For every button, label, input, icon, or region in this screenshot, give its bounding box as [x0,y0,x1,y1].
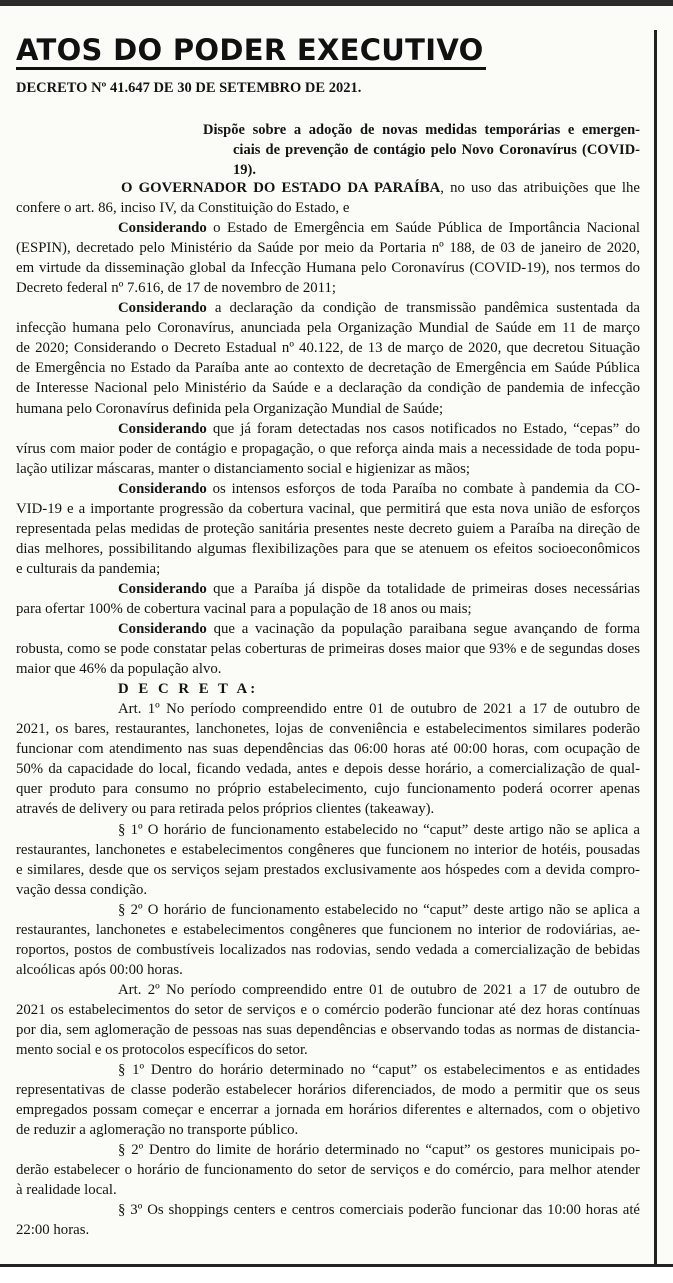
body-line-bold: Considerando [118,420,207,437]
body-line [16,719,640,739]
body-line-bold: Considerando [118,300,207,317]
body-line-text: Art. 2º No período compreendido entre 01 de outubro de 2021 a 17 de outubro de [118,981,640,998]
body-line-text: em virtude da disseminação global da Infecção Humana pelo Coronavírus (COVID-19), nos termos do [16,260,640,277]
body-line-text: infecção humana pelo Coronavírus, anunciada pela Organização Mundial de Saúde em 11 de março [16,320,640,337]
body-line [16,579,640,599]
heading-underline [16,67,486,70]
body-line-text: restaurantes, lanchonetes e estabelecimentos congêneres que funcionem no interior de rodoviárias, ae- [16,921,640,938]
body-line-text: 22:00 horas. [16,1222,90,1239]
body-line [16,799,640,819]
body-line [16,820,640,840]
body-line-text: derão estabelecer o horário de funcionamento do setor de serviços e do comércio, para melhor atender [16,1162,640,1179]
body-line-text: alcoólicas após 00:00 horas. [16,961,183,978]
body-line-bold: D E C R E T A: [118,681,259,698]
body-line-text: 50% da capacidade do local, ficando vedada, antes e depois desse horário, a comercialização de qual- [16,761,640,778]
body-line-text: de Interesse Nacional pelo Ministério da Saúde e a declaração da condição de pandemia de infecção [16,380,640,397]
page-bottom-edge [0,1264,673,1283]
body-line [16,840,640,860]
body-line-text: o Estado de Emergência em Saúde Pública de Importância Nacional [206,220,640,237]
body-line [16,178,640,198]
body-line [16,399,640,419]
body-line-text: que a vacinação da população paraibana segue avançando de forma [206,621,640,638]
body-line [16,1040,640,1060]
body-line [16,378,640,398]
body-line-text: VID-19 e a importante progressão da cobertura vacinal, que permitirá que esta nova união de esforços [16,500,640,517]
body-line-text: § 2º O horário de funcionamento estabelecido no “caput” deste artigo não se aplica a [118,901,640,918]
body-line [16,1080,640,1100]
body-line-text: robusta, como se pode constatar pelas coberturas de primeiras doses maior que 93% e de segundas doses [16,641,640,658]
body-line [16,1140,640,1160]
body-line [16,860,640,880]
body-line-text: de Emergência no Estado da Paraíba ante ao contexto de decretação de Emergência em Saúde Pública [16,360,640,377]
body-line-text: § 2º Dentro do limite de horário determinado no “caput” os gestores municipais po- [118,1142,640,1159]
body-line [16,499,640,519]
body-line [16,1100,640,1120]
body-line [16,559,640,579]
body-line [16,318,640,338]
body-line [16,539,640,559]
body-line [16,880,640,900]
body-line [16,739,640,759]
body-line-text: § 1º Dentro do horário determinado no “caput” os estabelecimentos e as entidades [118,1062,640,1079]
page-top-edge [0,0,673,6]
decree-number: DECRETO Nº 41.647 DE 30 DE SETEMBRO DE 2021. [16,80,362,96]
body-line-text: § 1º O horário de funcionamento estabelecido no “caput” deste artigo não se aplica a [118,821,640,838]
body-line-bold: Considerando [118,621,207,638]
body-line [16,659,640,679]
body-line-text: funcionar com atendimento nas suas dependências das 06:00 horas até 00:00 horas, com ocupação de [16,741,640,758]
body-line [16,920,640,940]
body-line [16,1220,640,1240]
body-line [16,1160,640,1180]
body-line-text: (ESPIN), decretado pelo Ministério da Saúde por meio da Portaria nº 188, de 03 de janeiro de 2020, [16,240,640,257]
body-line-text: de 2020; Considerando o Decreto Estadual nº 40.122, de 13 de março de 2020, que decretou Situação [16,340,640,357]
body-line [16,699,640,719]
body-line-text: e culturais da pandemia; [16,560,161,577]
decree-summary [203,120,640,180]
decree-body [16,178,640,1240]
body-line-text: à realidade local. [16,1182,117,1199]
body-line-text: Decreto federal nº 7.616, de 17 de novembro de 2011; [16,280,337,297]
body-line-bold: O GOVERNADOR DO ESTADO DA PARAÍBA [121,180,441,196]
body-line-text: roportos, postos de combustíveis localizados nas rodovias, sendo vedada a comercialização de bebidas [16,941,640,958]
body-line [16,358,640,378]
body-line [16,439,640,459]
body-line-text: Art. 1º No período compreendido entre 01 de outubro de 2021 a 17 de outubro de [118,701,640,718]
body-line [16,759,640,779]
body-line [16,198,640,218]
body-line [16,298,640,318]
body-line-text: quer produto para consumo no próprio estabelecimento, cujo funcionamento poderá ocorrer apenas [16,781,640,798]
body-line-text: 2021, os bares, restaurantes, lanchonetes, lojas de conveniência e estabelecimentos similares poderão [16,721,640,738]
body-line-text: os intensos esforços de toda Paraíba no combate à pandemia da CO- [206,480,640,497]
body-line-text: através de delivery ou para retirada pelos próprios clientes (takeaway). [16,801,435,818]
body-line [16,419,640,439]
body-line-text: humana pelo Coronavírus definida pela Organização Mundial de Saúde; [16,400,444,417]
body-line-text: mento social e os protocolos específicos do setor. [16,1042,308,1059]
body-line [16,519,640,539]
summary-line-1: Dispõe sobre a adoção de novas medidas temporárias e emergen- [203,122,640,138]
body-line-text: representativas de classe poderão estabelecer horários diferenciados, de modo a permitir que os seus [16,1082,640,1099]
body-line [16,1000,640,1020]
body-line-bold: Considerando [118,580,207,597]
body-line [16,338,640,358]
body-line-text: que já foram detectadas nos casos notificados no Estado, “cepas” do [206,420,640,437]
body-line-text: maior que 46% da população alvo. [16,661,222,678]
body-line [16,960,640,980]
body-line [16,599,640,619]
body-line-text: vírus com maior poder de contágio e propagação, o que reforça ainda mais a necessidade de toda popu- [16,440,640,457]
body-line-text: de reduzir a aglomeração no transporte público. [16,1122,299,1139]
body-line [16,1020,640,1040]
body-line-text: confere o art. 86, inciso IV, da Constituição do Estado, e [16,200,350,217]
body-line [16,459,640,479]
section-heading: ATOS DO PODER EXECUTIVO [16,33,484,67]
body-line [16,900,640,920]
body-line-text: que a Paraíba já dispõe da totalidade de primeiras doses necessárias [206,580,640,597]
body-line-text: a declaração da condição de transmissão pandêmica sustentada da [206,300,640,317]
body-line-text: por dia, sem aglomeração de pessoas nas suas dependências e observando todas as normas de distancia- [16,1021,640,1038]
body-line-text: § 3º Os shoppings centers e centros comerciais poderão funcionar das 10:00 horas até [118,1202,640,1219]
body-line [16,980,640,1000]
column-rule [654,30,657,1264]
body-line [16,238,640,258]
summary-line-2: ciais de prevenção de contágio pelo Novo Coronavírus (COVID-19). [233,142,640,178]
body-line [16,940,640,960]
body-line [16,1200,640,1220]
body-line-text: 2021 os estabelecimentos do setor de serviços e o comércio poderão funcionar até dez horas contínuas [16,1001,640,1018]
body-line-text: lação utilizar máscaras, manter o distanciamento social e higienizar as mãos; [16,460,470,477]
body-line-bold: Considerando [118,220,207,237]
body-line [16,619,640,639]
body-line-text: dias melhores, possibilitando algumas flexibilizações para que se atenuem os efeitos socioeconômicos [16,540,640,557]
body-line [16,258,640,278]
body-line [16,679,640,699]
body-line-text: vação dessa condição. [16,881,148,898]
body-line-text: para ofertar 100% de cobertura vacinal para a população de 18 anos ou mais; [16,600,472,617]
body-line-text: restaurantes, lanchonetes e estabelecimentos congêneres que funcionem no interior de hotéis, pousadas [16,841,640,858]
body-line [16,218,640,238]
body-line-text: e similares, desde que os serviços sejam prestados exclusivamente aos hóspedes com a devida compro- [16,861,640,878]
body-line [16,1180,640,1200]
body-line-text: empregados possam começar e encerrar a jornada em horários diferentes e alternados, com o objetivo [16,1102,640,1119]
body-line [16,639,640,659]
body-line [16,779,640,799]
body-line [16,1120,640,1140]
body-line-bold: Considerando [118,480,207,497]
body-line [16,479,640,499]
body-line-text: , no uso das atribuições que lhe [440,180,640,196]
body-line-text: representada pelas medidas de proteção sanitária presentes neste decreto guiem a Paraíba na direção de [16,520,640,537]
body-line [16,278,640,298]
body-line [16,1060,640,1080]
